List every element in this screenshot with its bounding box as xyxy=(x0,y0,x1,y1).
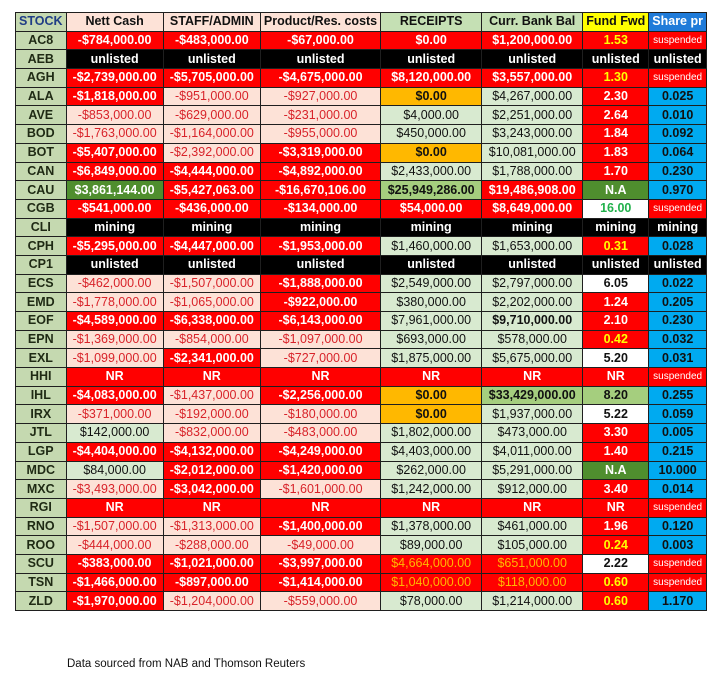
fund-fwd-cell: NR xyxy=(583,498,649,517)
table-row xyxy=(16,554,707,573)
product-costs-cell: -$134,000.00 xyxy=(260,199,380,218)
fund-fwd-cell: 0.24 xyxy=(583,536,649,555)
nett-cash-cell: -$853,000.00 xyxy=(66,106,163,125)
fund-fwd-cell: 0.60 xyxy=(583,573,649,592)
stock-code: BOT xyxy=(16,143,67,162)
nett-cash-cell: -$1,507,000.00 xyxy=(66,517,163,536)
table-row xyxy=(16,349,707,368)
nett-cash-cell: -$1,970,000.00 xyxy=(66,592,163,611)
share-price-cell: 0.230 xyxy=(649,312,707,331)
stock-code: MXC xyxy=(16,480,67,499)
nett-cash-cell: -$5,295,000.00 xyxy=(66,237,163,256)
fund-fwd-cell: 0.31 xyxy=(583,237,649,256)
fund-fwd-cell: 8.20 xyxy=(583,386,649,405)
fund-fwd-cell: N.A xyxy=(583,461,649,480)
bank-balance-cell: $578,000.00 xyxy=(482,330,583,349)
financial-table xyxy=(15,12,707,611)
staff-admin-cell: -$2,341,000.00 xyxy=(163,349,260,368)
share-price-cell: unlisted xyxy=(649,50,707,69)
staff-admin-cell: -$5,427,063.00 xyxy=(163,181,260,200)
receipts-cell: $262,000.00 xyxy=(381,461,482,480)
staff-admin-cell: -$897,000.00 xyxy=(163,573,260,592)
table-row xyxy=(16,125,707,144)
product-costs-cell: -$1,953,000.00 xyxy=(260,237,380,256)
stock-code: BOD xyxy=(16,125,67,144)
share-price-cell: suspended xyxy=(649,199,707,218)
bank-balance-cell: $2,251,000.00 xyxy=(482,106,583,125)
header-fund-fwd: Fund Fwd xyxy=(583,13,649,32)
staff-admin-cell: -$4,444,000.00 xyxy=(163,162,260,181)
product-costs-cell: -$727,000.00 xyxy=(260,349,380,368)
product-costs-cell: unlisted xyxy=(260,50,380,69)
bank-balance-cell: $3,243,000.00 xyxy=(482,125,583,144)
share-price-cell: 10.000 xyxy=(649,461,707,480)
bank-balance-cell: $2,202,000.00 xyxy=(482,293,583,312)
stock-code: IHL xyxy=(16,386,67,405)
table-row xyxy=(16,181,707,200)
staff-admin-cell: -$483,000.00 xyxy=(163,31,260,50)
bank-balance-cell: $2,797,000.00 xyxy=(482,274,583,293)
staff-admin-cell: -$288,000.00 xyxy=(163,536,260,555)
staff-admin-cell: -$4,447,000.00 xyxy=(163,237,260,256)
share-price-cell: 0.031 xyxy=(649,349,707,368)
fund-fwd-cell: 0.60 xyxy=(583,592,649,611)
receipts-cell: $0.00 xyxy=(381,386,482,405)
stock-code: AGH xyxy=(16,69,67,88)
table-row xyxy=(16,106,707,125)
fund-fwd-cell: 6.05 xyxy=(583,274,649,293)
share-price-cell: 0.032 xyxy=(649,330,707,349)
receipts-cell: $0.00 xyxy=(381,405,482,424)
header-bank-balance: Curr. Bank Bal xyxy=(482,13,583,32)
receipts-cell: unlisted xyxy=(381,255,482,274)
share-price-cell: 0.059 xyxy=(649,405,707,424)
product-costs-cell: -$1,601,000.00 xyxy=(260,480,380,499)
nett-cash-cell: NR xyxy=(66,498,163,517)
product-costs-cell: -$483,000.00 xyxy=(260,424,380,443)
product-costs-cell: -$67,000.00 xyxy=(260,31,380,50)
stock-code: CP1 xyxy=(16,255,67,274)
table-row xyxy=(16,480,707,499)
bank-balance-cell: $9,710,000.00 xyxy=(482,312,583,331)
nett-cash-cell: unlisted xyxy=(66,255,163,274)
table-row xyxy=(16,517,707,536)
fund-fwd-cell: 2.22 xyxy=(583,554,649,573)
stock-code: RNO xyxy=(16,517,67,536)
nett-cash-cell: $84,000.00 xyxy=(66,461,163,480)
receipts-cell: $380,000.00 xyxy=(381,293,482,312)
staff-admin-cell: unlisted xyxy=(163,255,260,274)
receipts-cell: $25,949,286.00 xyxy=(381,181,482,200)
staff-admin-cell: -$629,000.00 xyxy=(163,106,260,125)
stock-code: TSN xyxy=(16,573,67,592)
bank-balance-cell: unlisted xyxy=(482,50,583,69)
nett-cash-cell: -$5,407,000.00 xyxy=(66,143,163,162)
share-price-cell: 0.205 xyxy=(649,293,707,312)
stock-code: CAN xyxy=(16,162,67,181)
nett-cash-cell: -$1,818,000.00 xyxy=(66,87,163,106)
receipts-cell: $1,460,000.00 xyxy=(381,237,482,256)
receipts-cell: $2,549,000.00 xyxy=(381,274,482,293)
product-costs-cell: NR xyxy=(260,498,380,517)
nett-cash-cell: -$4,589,000.00 xyxy=(66,312,163,331)
bank-balance-cell: $1,937,000.00 xyxy=(482,405,583,424)
product-costs-cell: -$559,000.00 xyxy=(260,592,380,611)
receipts-cell: $78,000.00 xyxy=(381,592,482,611)
receipts-cell: $1,875,000.00 xyxy=(381,349,482,368)
staff-admin-cell: -$1,204,000.00 xyxy=(163,592,260,611)
table-row xyxy=(16,255,707,274)
product-costs-cell: -$927,000.00 xyxy=(260,87,380,106)
table-row xyxy=(16,274,707,293)
table-row xyxy=(16,442,707,461)
staff-admin-cell: unlisted xyxy=(163,50,260,69)
nett-cash-cell: -$3,493,000.00 xyxy=(66,480,163,499)
fund-fwd-cell: 2.30 xyxy=(583,87,649,106)
stock-code: AEB xyxy=(16,50,67,69)
share-price-cell: 0.064 xyxy=(649,143,707,162)
product-costs-cell: mining xyxy=(260,218,380,237)
bank-balance-cell: $33,429,000.00 xyxy=(482,386,583,405)
product-costs-cell: -$1,097,000.00 xyxy=(260,330,380,349)
product-costs-cell: -$4,675,000.00 xyxy=(260,69,380,88)
receipts-cell: $4,664,000.00 xyxy=(381,554,482,573)
staff-admin-cell: -$2,392,000.00 xyxy=(163,143,260,162)
bank-balance-cell: $461,000.00 xyxy=(482,517,583,536)
receipts-cell: $1,802,000.00 xyxy=(381,424,482,443)
fund-fwd-cell: unlisted xyxy=(583,50,649,69)
share-price-cell: mining xyxy=(649,218,707,237)
receipts-cell: $0.00 xyxy=(381,87,482,106)
share-price-cell: suspended xyxy=(649,31,707,50)
bank-balance-cell: $1,788,000.00 xyxy=(482,162,583,181)
table-row xyxy=(16,461,707,480)
nett-cash-cell: -$541,000.00 xyxy=(66,199,163,218)
table-row xyxy=(16,31,707,50)
bank-balance-cell: $4,011,000.00 xyxy=(482,442,583,461)
stock-code: LGP xyxy=(16,442,67,461)
stock-code: AC8 xyxy=(16,31,67,50)
share-price-cell: 0.092 xyxy=(649,125,707,144)
receipts-cell: mining xyxy=(381,218,482,237)
receipts-cell: NR xyxy=(381,368,482,387)
nett-cash-cell: -$1,466,000.00 xyxy=(66,573,163,592)
table-row xyxy=(16,218,707,237)
fund-fwd-cell: 1.40 xyxy=(583,442,649,461)
share-price-cell: 0.215 xyxy=(649,442,707,461)
table-row xyxy=(16,368,707,387)
stock-code: EXL xyxy=(16,349,67,368)
share-price-cell: 0.230 xyxy=(649,162,707,181)
stock-code: CGB xyxy=(16,199,67,218)
product-costs-cell: -$955,000.00 xyxy=(260,125,380,144)
bank-balance-cell: $912,000.00 xyxy=(482,480,583,499)
bank-balance-cell: $105,000.00 xyxy=(482,536,583,555)
product-costs-cell: NR xyxy=(260,368,380,387)
table-row xyxy=(16,312,707,331)
stock-code: ALA xyxy=(16,87,67,106)
table-row xyxy=(16,573,707,592)
footnote: Data sourced from NAB and Thomson Reuters xyxy=(67,658,306,670)
product-costs-cell: -$4,249,000.00 xyxy=(260,442,380,461)
nett-cash-cell: -$1,778,000.00 xyxy=(66,293,163,312)
staff-admin-cell: -$1,313,000.00 xyxy=(163,517,260,536)
product-costs-cell: -$2,256,000.00 xyxy=(260,386,380,405)
table-row xyxy=(16,330,707,349)
receipts-cell: $8,120,000.00 xyxy=(381,69,482,88)
share-price-cell: 0.022 xyxy=(649,274,707,293)
table-row xyxy=(16,498,707,517)
fund-fwd-cell: unlisted xyxy=(583,255,649,274)
stock-code: EMD xyxy=(16,293,67,312)
nett-cash-cell: -$383,000.00 xyxy=(66,554,163,573)
staff-admin-cell: -$832,000.00 xyxy=(163,424,260,443)
share-price-cell: 1.170 xyxy=(649,592,707,611)
nett-cash-cell: -$1,369,000.00 xyxy=(66,330,163,349)
nett-cash-cell: -$1,099,000.00 xyxy=(66,349,163,368)
fund-fwd-cell: 5.20 xyxy=(583,349,649,368)
product-costs-cell: -$922,000.00 xyxy=(260,293,380,312)
fund-fwd-cell: 1.96 xyxy=(583,517,649,536)
bank-balance-cell: unlisted xyxy=(482,255,583,274)
header-nett-cash: Nett Cash xyxy=(66,13,163,32)
table-row xyxy=(16,592,707,611)
receipts-cell: $1,040,000.00 xyxy=(381,573,482,592)
stock-code: CAU xyxy=(16,181,67,200)
nett-cash-cell: mining xyxy=(66,218,163,237)
table-row xyxy=(16,237,707,256)
bank-balance-cell: $19,486,908.00 xyxy=(482,181,583,200)
fund-fwd-cell: mining xyxy=(583,218,649,237)
fund-fwd-cell: 2.10 xyxy=(583,312,649,331)
receipts-cell: $7,961,000.00 xyxy=(381,312,482,331)
staff-admin-cell: -$854,000.00 xyxy=(163,330,260,349)
product-costs-cell: unlisted xyxy=(260,255,380,274)
product-costs-cell: -$3,997,000.00 xyxy=(260,554,380,573)
header-receipts: RECEIPTS xyxy=(381,13,482,32)
receipts-cell: $2,433,000.00 xyxy=(381,162,482,181)
stock-code: AVE xyxy=(16,106,67,125)
bank-balance-cell: $651,000.00 xyxy=(482,554,583,573)
staff-admin-cell: -$1,021,000.00 xyxy=(163,554,260,573)
fund-fwd-cell: 3.40 xyxy=(583,480,649,499)
nett-cash-cell: -$2,739,000.00 xyxy=(66,69,163,88)
fund-fwd-cell: 16.00 xyxy=(583,199,649,218)
receipts-cell: $4,403,000.00 xyxy=(381,442,482,461)
stock-code: SCU xyxy=(16,554,67,573)
stock-code: ECS xyxy=(16,274,67,293)
fund-fwd-cell: 1.53 xyxy=(583,31,649,50)
stock-code: HHI xyxy=(16,368,67,387)
staff-admin-cell: -$951,000.00 xyxy=(163,87,260,106)
receipts-cell: $693,000.00 xyxy=(381,330,482,349)
nett-cash-cell: -$444,000.00 xyxy=(66,536,163,555)
stock-code: CLI xyxy=(16,218,67,237)
nett-cash-cell: NR xyxy=(66,368,163,387)
table-row xyxy=(16,69,707,88)
staff-admin-cell: -$436,000.00 xyxy=(163,199,260,218)
nett-cash-cell: unlisted xyxy=(66,50,163,69)
bank-balance-cell: $5,675,000.00 xyxy=(482,349,583,368)
share-price-cell: 0.003 xyxy=(649,536,707,555)
share-price-cell: suspended xyxy=(649,573,707,592)
product-costs-cell: -$3,319,000.00 xyxy=(260,143,380,162)
stock-code: ROO xyxy=(16,536,67,555)
fund-fwd-cell: 3.30 xyxy=(583,424,649,443)
nett-cash-cell: -$6,849,000.00 xyxy=(66,162,163,181)
share-price-cell: 0.255 xyxy=(649,386,707,405)
bank-balance-cell: $5,291,000.00 xyxy=(482,461,583,480)
table-row xyxy=(16,536,707,555)
product-costs-cell: -$231,000.00 xyxy=(260,106,380,125)
share-price-cell: 0.028 xyxy=(649,237,707,256)
product-costs-cell: -$1,420,000.00 xyxy=(260,461,380,480)
receipts-cell: $0.00 xyxy=(381,31,482,50)
share-price-cell: suspended xyxy=(649,69,707,88)
bank-balance-cell: $473,000.00 xyxy=(482,424,583,443)
receipts-cell: $0.00 xyxy=(381,143,482,162)
bank-balance-cell: $1,200,000.00 xyxy=(482,31,583,50)
fund-fwd-cell: 1.70 xyxy=(583,162,649,181)
bank-balance-cell: $8,649,000.00 xyxy=(482,199,583,218)
table-row xyxy=(16,50,707,69)
staff-admin-cell: NR xyxy=(163,498,260,517)
fund-fwd-cell: N.A xyxy=(583,181,649,200)
nett-cash-cell: -$4,404,000.00 xyxy=(66,442,163,461)
nett-cash-cell: -$371,000.00 xyxy=(66,405,163,424)
share-price-cell: 0.970 xyxy=(649,181,707,200)
staff-admin-cell: -$5,705,000.00 xyxy=(163,69,260,88)
receipts-cell: $450,000.00 xyxy=(381,125,482,144)
receipts-cell: $54,000.00 xyxy=(381,199,482,218)
nett-cash-cell: -$462,000.00 xyxy=(66,274,163,293)
receipts-cell: unlisted xyxy=(381,50,482,69)
header-stock: STOCK xyxy=(16,13,67,32)
stock-code: IRX xyxy=(16,405,67,424)
product-costs-cell: -$180,000.00 xyxy=(260,405,380,424)
share-price-cell: suspended xyxy=(649,368,707,387)
staff-admin-cell: mining xyxy=(163,218,260,237)
staff-admin-cell: -$1,065,000.00 xyxy=(163,293,260,312)
bank-balance-cell: NR xyxy=(482,498,583,517)
stock-code: JTL xyxy=(16,424,67,443)
bank-balance-cell: $1,214,000.00 xyxy=(482,592,583,611)
bank-balance-cell: $3,557,000.00 xyxy=(482,69,583,88)
fund-fwd-cell: 1.83 xyxy=(583,143,649,162)
bank-balance-cell: NR xyxy=(482,368,583,387)
table-row xyxy=(16,405,707,424)
stock-code: CPH xyxy=(16,237,67,256)
receipts-cell: $1,378,000.00 xyxy=(381,517,482,536)
fund-fwd-cell: 1.84 xyxy=(583,125,649,144)
receipts-cell: $89,000.00 xyxy=(381,536,482,555)
nett-cash-cell: -$784,000.00 xyxy=(66,31,163,50)
stock-code: ZLD xyxy=(16,592,67,611)
fund-fwd-cell: 5.22 xyxy=(583,405,649,424)
header-row xyxy=(16,13,707,32)
share-price-cell: 0.120 xyxy=(649,517,707,536)
staff-admin-cell: -$3,042,000.00 xyxy=(163,480,260,499)
header-staff-admin: STAFF/ADMIN xyxy=(163,13,260,32)
bank-balance-cell: $1,653,000.00 xyxy=(482,237,583,256)
share-price-cell: 0.005 xyxy=(649,424,707,443)
staff-admin-cell: -$1,164,000.00 xyxy=(163,125,260,144)
stock-code: RGI xyxy=(16,498,67,517)
table-row xyxy=(16,424,707,443)
staff-admin-cell: -$1,437,000.00 xyxy=(163,386,260,405)
product-costs-cell: -$49,000.00 xyxy=(260,536,380,555)
product-costs-cell: -$4,892,000.00 xyxy=(260,162,380,181)
fund-fwd-cell: 1.24 xyxy=(583,293,649,312)
table-row xyxy=(16,162,707,181)
share-price-cell: suspended xyxy=(649,554,707,573)
share-price-cell: 0.014 xyxy=(649,480,707,499)
stock-code: EPN xyxy=(16,330,67,349)
staff-admin-cell: -$4,132,000.00 xyxy=(163,442,260,461)
table-row xyxy=(16,386,707,405)
stock-code: EOF xyxy=(16,312,67,331)
fund-fwd-cell: 2.64 xyxy=(583,106,649,125)
staff-admin-cell: -$192,000.00 xyxy=(163,405,260,424)
product-costs-cell: -$6,143,000.00 xyxy=(260,312,380,331)
fund-fwd-cell: 0.42 xyxy=(583,330,649,349)
share-price-cell: suspended xyxy=(649,498,707,517)
share-price-cell: 0.025 xyxy=(649,87,707,106)
nett-cash-cell: $3,861,144.00 xyxy=(66,181,163,200)
stock-code: MDC xyxy=(16,461,67,480)
product-costs-cell: -$1,400,000.00 xyxy=(260,517,380,536)
receipts-cell: $4,000.00 xyxy=(381,106,482,125)
receipts-cell: $1,242,000.00 xyxy=(381,480,482,499)
product-costs-cell: -$1,414,000.00 xyxy=(260,573,380,592)
bank-balance-cell: $10,081,000.00 xyxy=(482,143,583,162)
staff-admin-cell: -$2,012,000.00 xyxy=(163,461,260,480)
table-row xyxy=(16,293,707,312)
fund-fwd-cell: 1.30 xyxy=(583,69,649,88)
receipts-cell: NR xyxy=(381,498,482,517)
share-price-cell: 0.010 xyxy=(649,106,707,125)
bank-balance-cell: $4,267,000.00 xyxy=(482,87,583,106)
product-costs-cell: -$1,888,000.00 xyxy=(260,274,380,293)
table-row xyxy=(16,199,707,218)
table-row xyxy=(16,87,707,106)
fund-fwd-cell: NR xyxy=(583,368,649,387)
nett-cash-cell: -$1,763,000.00 xyxy=(66,125,163,144)
bank-balance-cell: $118,000.00 xyxy=(482,573,583,592)
staff-admin-cell: NR xyxy=(163,368,260,387)
bank-balance-cell: mining xyxy=(482,218,583,237)
product-costs-cell: -$16,670,106.00 xyxy=(260,181,380,200)
header-product-costs: Product/Res. costs xyxy=(260,13,380,32)
table-row xyxy=(16,143,707,162)
staff-admin-cell: -$6,338,000.00 xyxy=(163,312,260,331)
staff-admin-cell: -$1,507,000.00 xyxy=(163,274,260,293)
header-share-price: Share pr xyxy=(649,13,707,32)
nett-cash-cell: -$4,083,000.00 xyxy=(66,386,163,405)
share-price-cell: unlisted xyxy=(649,255,707,274)
nett-cash-cell: $142,000.00 xyxy=(66,424,163,443)
